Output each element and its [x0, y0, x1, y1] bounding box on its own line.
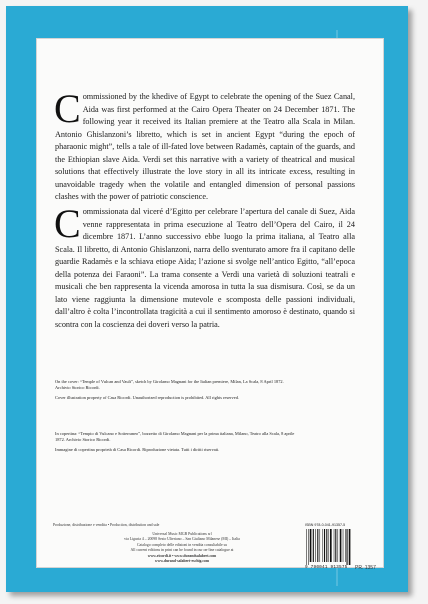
drop-cap: C: [54, 201, 81, 246]
website-links: www.ricordi.it • www.durandsalabert.com: [147, 553, 217, 558]
barcode-block: [305, 523, 367, 570]
isbn-number: ISBN 978-0-041-91357-5: [305, 523, 346, 527]
publisher-address: via Liguria 4 – 20098 Sesto Ulteriano – San Giuliano Milanese (MI) – Italia: [124, 537, 240, 541]
cover-caption: In copertina: “Tempio di Vulcano e Sotterraneo”, bozzetto di Girolamo Magnani per la prima italiana, Milano, Teatro alla Scala, 8 aprile 1872. Archivio Storico Ricordi.: [55, 431, 295, 443]
cover-caption: On the cover: “Temple of Vulcan and Vault”, sketch by Girolamo Magnani for the Italian premiere, Milan, La Scala, 8 April 1872. Archivio Storico Ricordi.: [55, 379, 284, 391]
catalog-line: Catalogo completo delle edizioni in vendita consultabile su: [137, 542, 227, 547]
cover-credits-english: [55, 379, 295, 401]
text-panel: [36, 38, 384, 571]
catalog-line-english: All current editions in print can be found in our on-line catalogue at: [130, 548, 234, 552]
production-line: Produzione, distribuzione e vendita • Production, distribution and sale: [53, 523, 160, 527]
copyright-note: Immagine di copertina proprietà di Casa Ricordi. Riproduzione vietata. Tutti i diritti riservati.: [55, 446, 220, 452]
website-link-eschig: www.durand-salabert-eschig.com: [154, 559, 210, 563]
italian-description: [54, 201, 355, 331]
cover-credits-italian: [55, 431, 295, 453]
italian-text: ommissionata dal viceré d’Egitto per celebrare l’apertura del canale di Suez, Aida venne rappresentata in prima esecuzione al Teatro dell’Opera del Cairo, il 24 dicembre 1871. L’anno successivo ebbe luogo la prima italiana, al Teatro alla Scala. Il libretto, di Antonio Ghislanzoni, narra dello sventurato amore fra il capitano delle guardie Radamès e la schiava etiope Aida; l’azione si svolge nell’antico Egitto, “all’epoca della potenza dei Faraoni”. La trama consente a Verdi una varietà di soluzioni teatrali e musicali che ben rappresenta la vicenda amorosa in tutta la sua dismisura. Così, se da un lato viene raggiunta la dimensione mutevole e scomposta delle passioni individuali, dall’altro è colta l’incontrollata tragicità a cui il sentimento amoroso è destinato, quando si scontra con la coscienza dei doveri verso la patria.: [55, 207, 355, 329]
publisher-name: Universal Music MGB Publications srl: [152, 531, 212, 536]
english-text: ommissioned by the khedive of Egypt to celebrate the opening of the Suez Canal, Aida was first performed at the Cairo Opera Theater on 24 December 1871. The following year it received its Italian premiere at the Teatro alla Scala in Milan. Antonio Ghislanzoni’s libretto, which is set in ancient Egypt “during the epoch of pharaonic might”, tells a tale of ill-fated love between Radamès, captain of the guards, and the Ethiopian slave Aida. Verdi set this narrative with a variety of theatrical and musical solutions that effectively illustrate the love story in all its intricate excess, resulting in unavoidable tragedy when the volatile and entangled dimension of personal passions clashes with the power of patriotic conscience.: [55, 92, 355, 201]
book-back-cover: [6, 6, 408, 592]
barcode-digits: 9 790041 913575: [305, 565, 348, 570]
copyright-note: Cover illustration property of Casa Ricordi. Unauthorized reproduction is prohibited. All rights reserved.: [55, 394, 239, 400]
drop-cap: C: [54, 86, 81, 131]
english-description: [54, 86, 355, 204]
barcode-icon: [305, 529, 363, 565]
price-code: PR. 1357: [355, 565, 376, 571]
publisher-info: [53, 523, 277, 565]
